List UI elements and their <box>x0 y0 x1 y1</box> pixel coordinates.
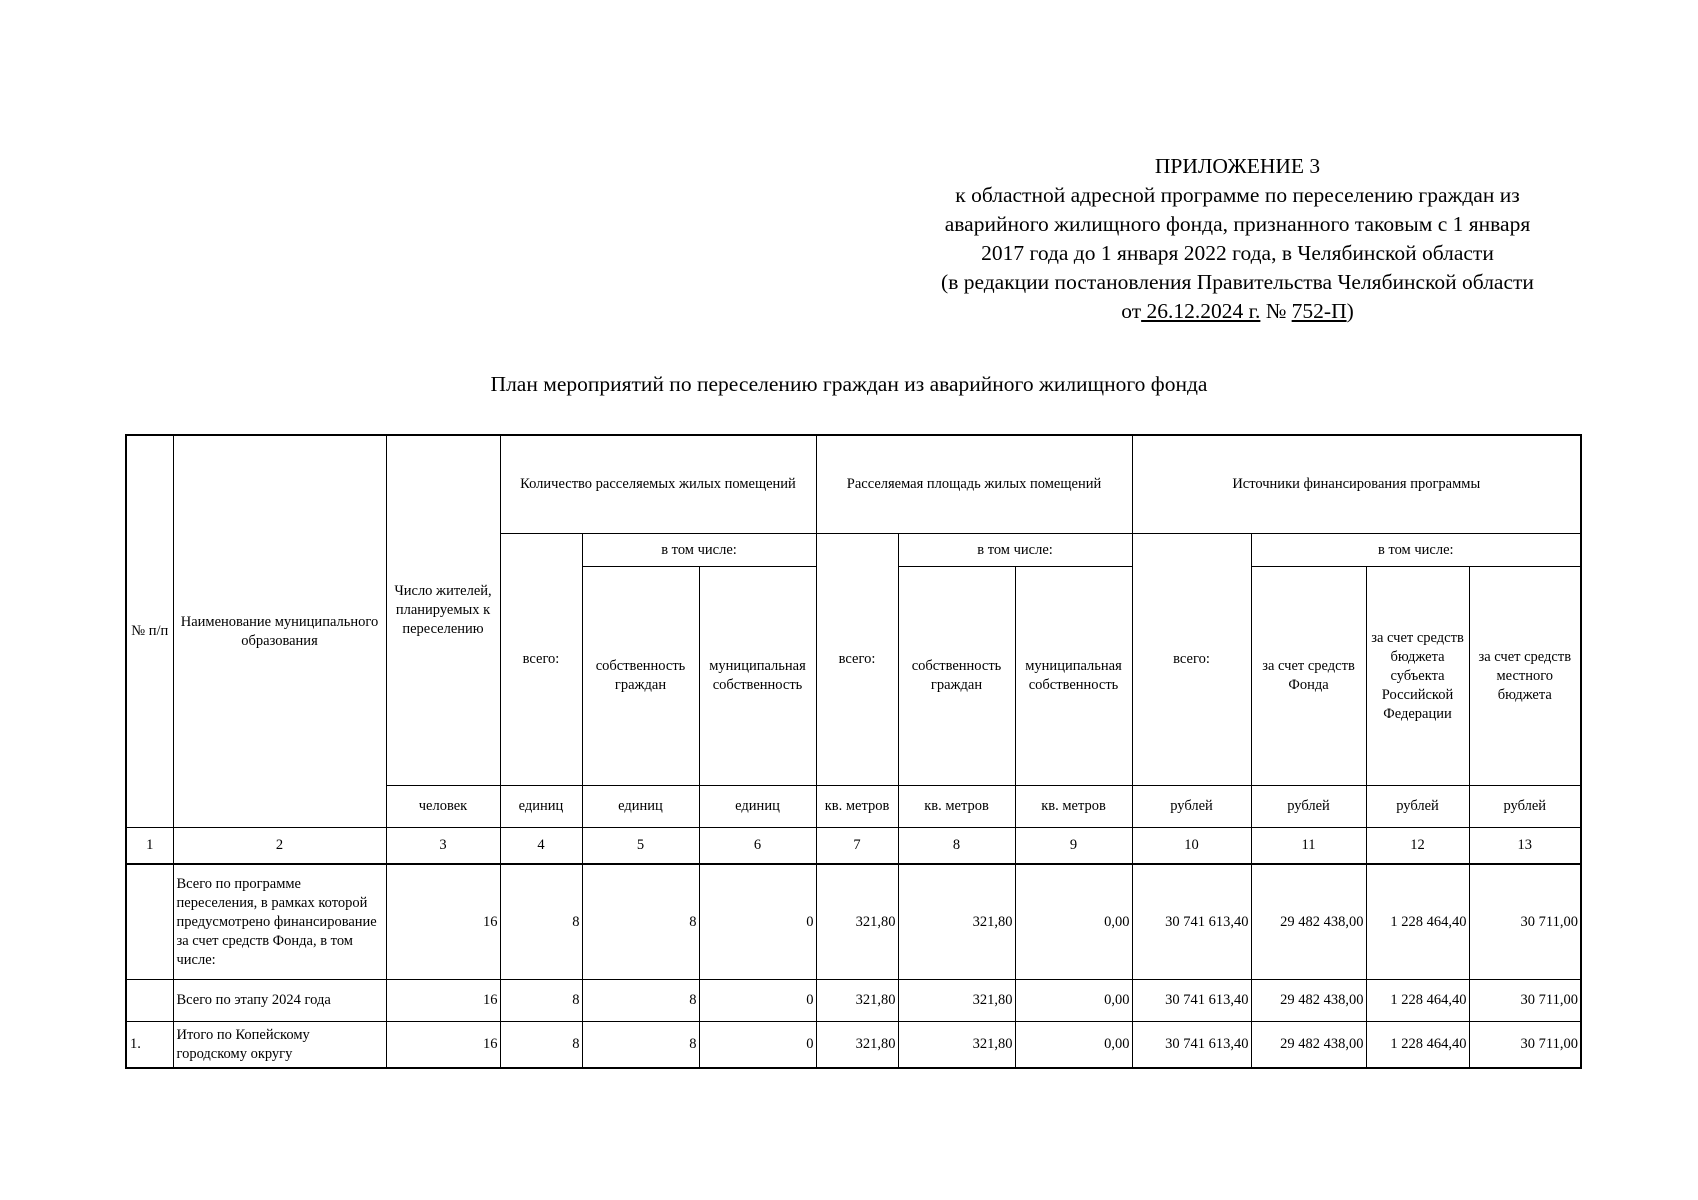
col-residents-header: Число жителей, планируемых к переселению <box>386 435 500 786</box>
row-rooms-total: 8 <box>500 864 582 980</box>
row-area-mun: 0,00 <box>1015 980 1132 1022</box>
area-total-header: всего: <box>816 534 898 786</box>
date-prefix: от <box>1121 299 1142 323</box>
col-name-header: Наименование муниципального образования <box>173 435 386 828</box>
column-number: 9 <box>1015 828 1132 865</box>
column-number: 11 <box>1251 828 1366 865</box>
unit-sqm: кв. метров <box>816 786 898 828</box>
row-fin-local: 30 711,00 <box>1469 980 1581 1022</box>
row-fin-total: 30 741 613,40 <box>1132 864 1251 980</box>
column-number: 13 <box>1469 828 1581 865</box>
column-number: 4 <box>500 828 582 865</box>
area-including-header: в том числе: <box>898 534 1132 567</box>
row-residents: 16 <box>386 980 500 1022</box>
closing-paren: ) <box>1346 299 1354 323</box>
row-fin-local: 30 711,00 <box>1469 1022 1581 1069</box>
column-number: 10 <box>1132 828 1251 865</box>
appendix-line-5: (в редакции постановления Правительства Челябинской области <box>941 270 1534 294</box>
appendix-title: ПРИЛОЖЕНИЕ 3 <box>1154 154 1321 178</box>
unit-units: единиц <box>500 786 582 828</box>
appendix-line-3: аварийного жилищного фонда, признанного таковым с 1 января <box>944 212 1531 236</box>
fin-fund-header: за счет средств Фонда <box>1251 567 1366 786</box>
row-area-mun: 0,00 <box>1015 1022 1132 1069</box>
unit-sqm: кв. метров <box>1015 786 1132 828</box>
column-number: 1 <box>126 828 173 865</box>
column-numbers-row <box>126 828 1581 865</box>
appendix-line-4: 2017 года до 1 января 2022 года, в Челябинской области <box>981 241 1494 265</box>
column-number: 8 <box>898 828 1015 865</box>
row-area-own: 321,80 <box>898 980 1015 1022</box>
row-rooms-own: 8 <box>582 1022 699 1069</box>
appendix-header <box>905 152 1570 326</box>
row-rooms-mun: 0 <box>699 980 816 1022</box>
row-fin-subject: 1 228 464,40 <box>1366 980 1469 1022</box>
appendix-line-6 <box>905 297 1570 326</box>
row-rooms-mun: 0 <box>699 1022 816 1069</box>
row-no <box>126 980 173 1022</box>
row-rooms-total: 8 <box>500 1022 582 1069</box>
unit-people: человек <box>386 786 500 828</box>
unit-rub: рублей <box>1251 786 1366 828</box>
finance-including-header: в том числе: <box>1251 534 1581 567</box>
row-rooms-total: 8 <box>500 980 582 1022</box>
row-rooms-own: 8 <box>582 864 699 980</box>
unit-rub: рублей <box>1469 786 1581 828</box>
column-number: 12 <box>1366 828 1469 865</box>
resolution-date: 26.12.2024 г. <box>1141 299 1261 323</box>
row-fin-total: 30 741 613,40 <box>1132 980 1251 1022</box>
plan-title: План мероприятий по переселению граждан из аварийного жилищного фонда <box>490 372 1208 396</box>
fin-subject-header: за счет средств бюджета субъекта Российской Федерации <box>1366 567 1469 786</box>
unit-units: единиц <box>582 786 699 828</box>
row-area-mun: 0,00 <box>1015 864 1132 980</box>
area-mun-header: муниципальная собственность <box>1015 567 1132 786</box>
rooms-own-header: собственность граждан <box>582 567 699 786</box>
row-rooms-own: 8 <box>582 980 699 1022</box>
row-area-total: 321,80 <box>816 1022 898 1069</box>
row-name: Всего по этапу 2024 года <box>173 980 386 1022</box>
group-finance-header: Источники финансирования программы <box>1132 435 1581 534</box>
table-row <box>126 980 1581 1022</box>
unit-units: единиц <box>699 786 816 828</box>
row-fin-total: 30 741 613,40 <box>1132 1022 1251 1069</box>
column-number: 2 <box>173 828 386 865</box>
row-no: 1. <box>126 1022 173 1069</box>
row-name: Всего по программе переселения, в рамках которой предусмотрено финансирование за счет средств Фонда, в том числе: <box>173 864 386 980</box>
row-fin-fund: 29 482 438,00 <box>1251 1022 1366 1069</box>
rooms-total-header: всего: <box>500 534 582 786</box>
group-rooms-header: Количество расселяемых жилых помещений <box>500 435 816 534</box>
row-no <box>126 864 173 980</box>
row-name: Итого по Копейскому городскому округу <box>173 1022 386 1069</box>
row-fin-fund: 29 482 438,00 <box>1251 864 1366 980</box>
table-row <box>126 864 1581 980</box>
appendix-line-2: к областной адресной программе по переселению граждан из <box>955 183 1520 207</box>
finance-total-header: всего: <box>1132 534 1251 786</box>
row-area-own: 321,80 <box>898 864 1015 980</box>
row-residents: 16 <box>386 1022 500 1069</box>
row-residents: 16 <box>386 864 500 980</box>
row-fin-local: 30 711,00 <box>1469 864 1581 980</box>
row-area-total: 321,80 <box>816 864 898 980</box>
column-number: 3 <box>386 828 500 865</box>
area-own-header: собственность граждан <box>898 567 1015 786</box>
table-row <box>126 1022 1581 1069</box>
rooms-mun-header: муниципальная собственность <box>699 567 816 786</box>
column-number: 5 <box>582 828 699 865</box>
rooms-including-header: в том числе: <box>582 534 816 567</box>
resolution-number: 752-П <box>1291 299 1347 323</box>
row-fin-subject: 1 228 464,40 <box>1366 1022 1469 1069</box>
row-area-own: 321,80 <box>898 1022 1015 1069</box>
row-fin-subject: 1 228 464,40 <box>1366 864 1469 980</box>
group-area-header: Расселяемая площадь жилых помещений <box>816 435 1132 534</box>
row-area-total: 321,80 <box>816 980 898 1022</box>
row-rooms-mun: 0 <box>699 864 816 980</box>
plan-table <box>125 434 1582 1069</box>
column-number: 7 <box>816 828 898 865</box>
number-prefix: № <box>1260 299 1292 323</box>
col-no-header: № п/п <box>126 435 173 828</box>
unit-rub: рублей <box>1132 786 1251 828</box>
column-number: 6 <box>699 828 816 865</box>
fin-local-header: за счет средств местного бюджета <box>1469 567 1581 786</box>
unit-sqm: кв. метров <box>898 786 1015 828</box>
header-row-1 <box>126 435 1581 534</box>
row-fin-fund: 29 482 438,00 <box>1251 980 1366 1022</box>
unit-rub: рублей <box>1366 786 1469 828</box>
